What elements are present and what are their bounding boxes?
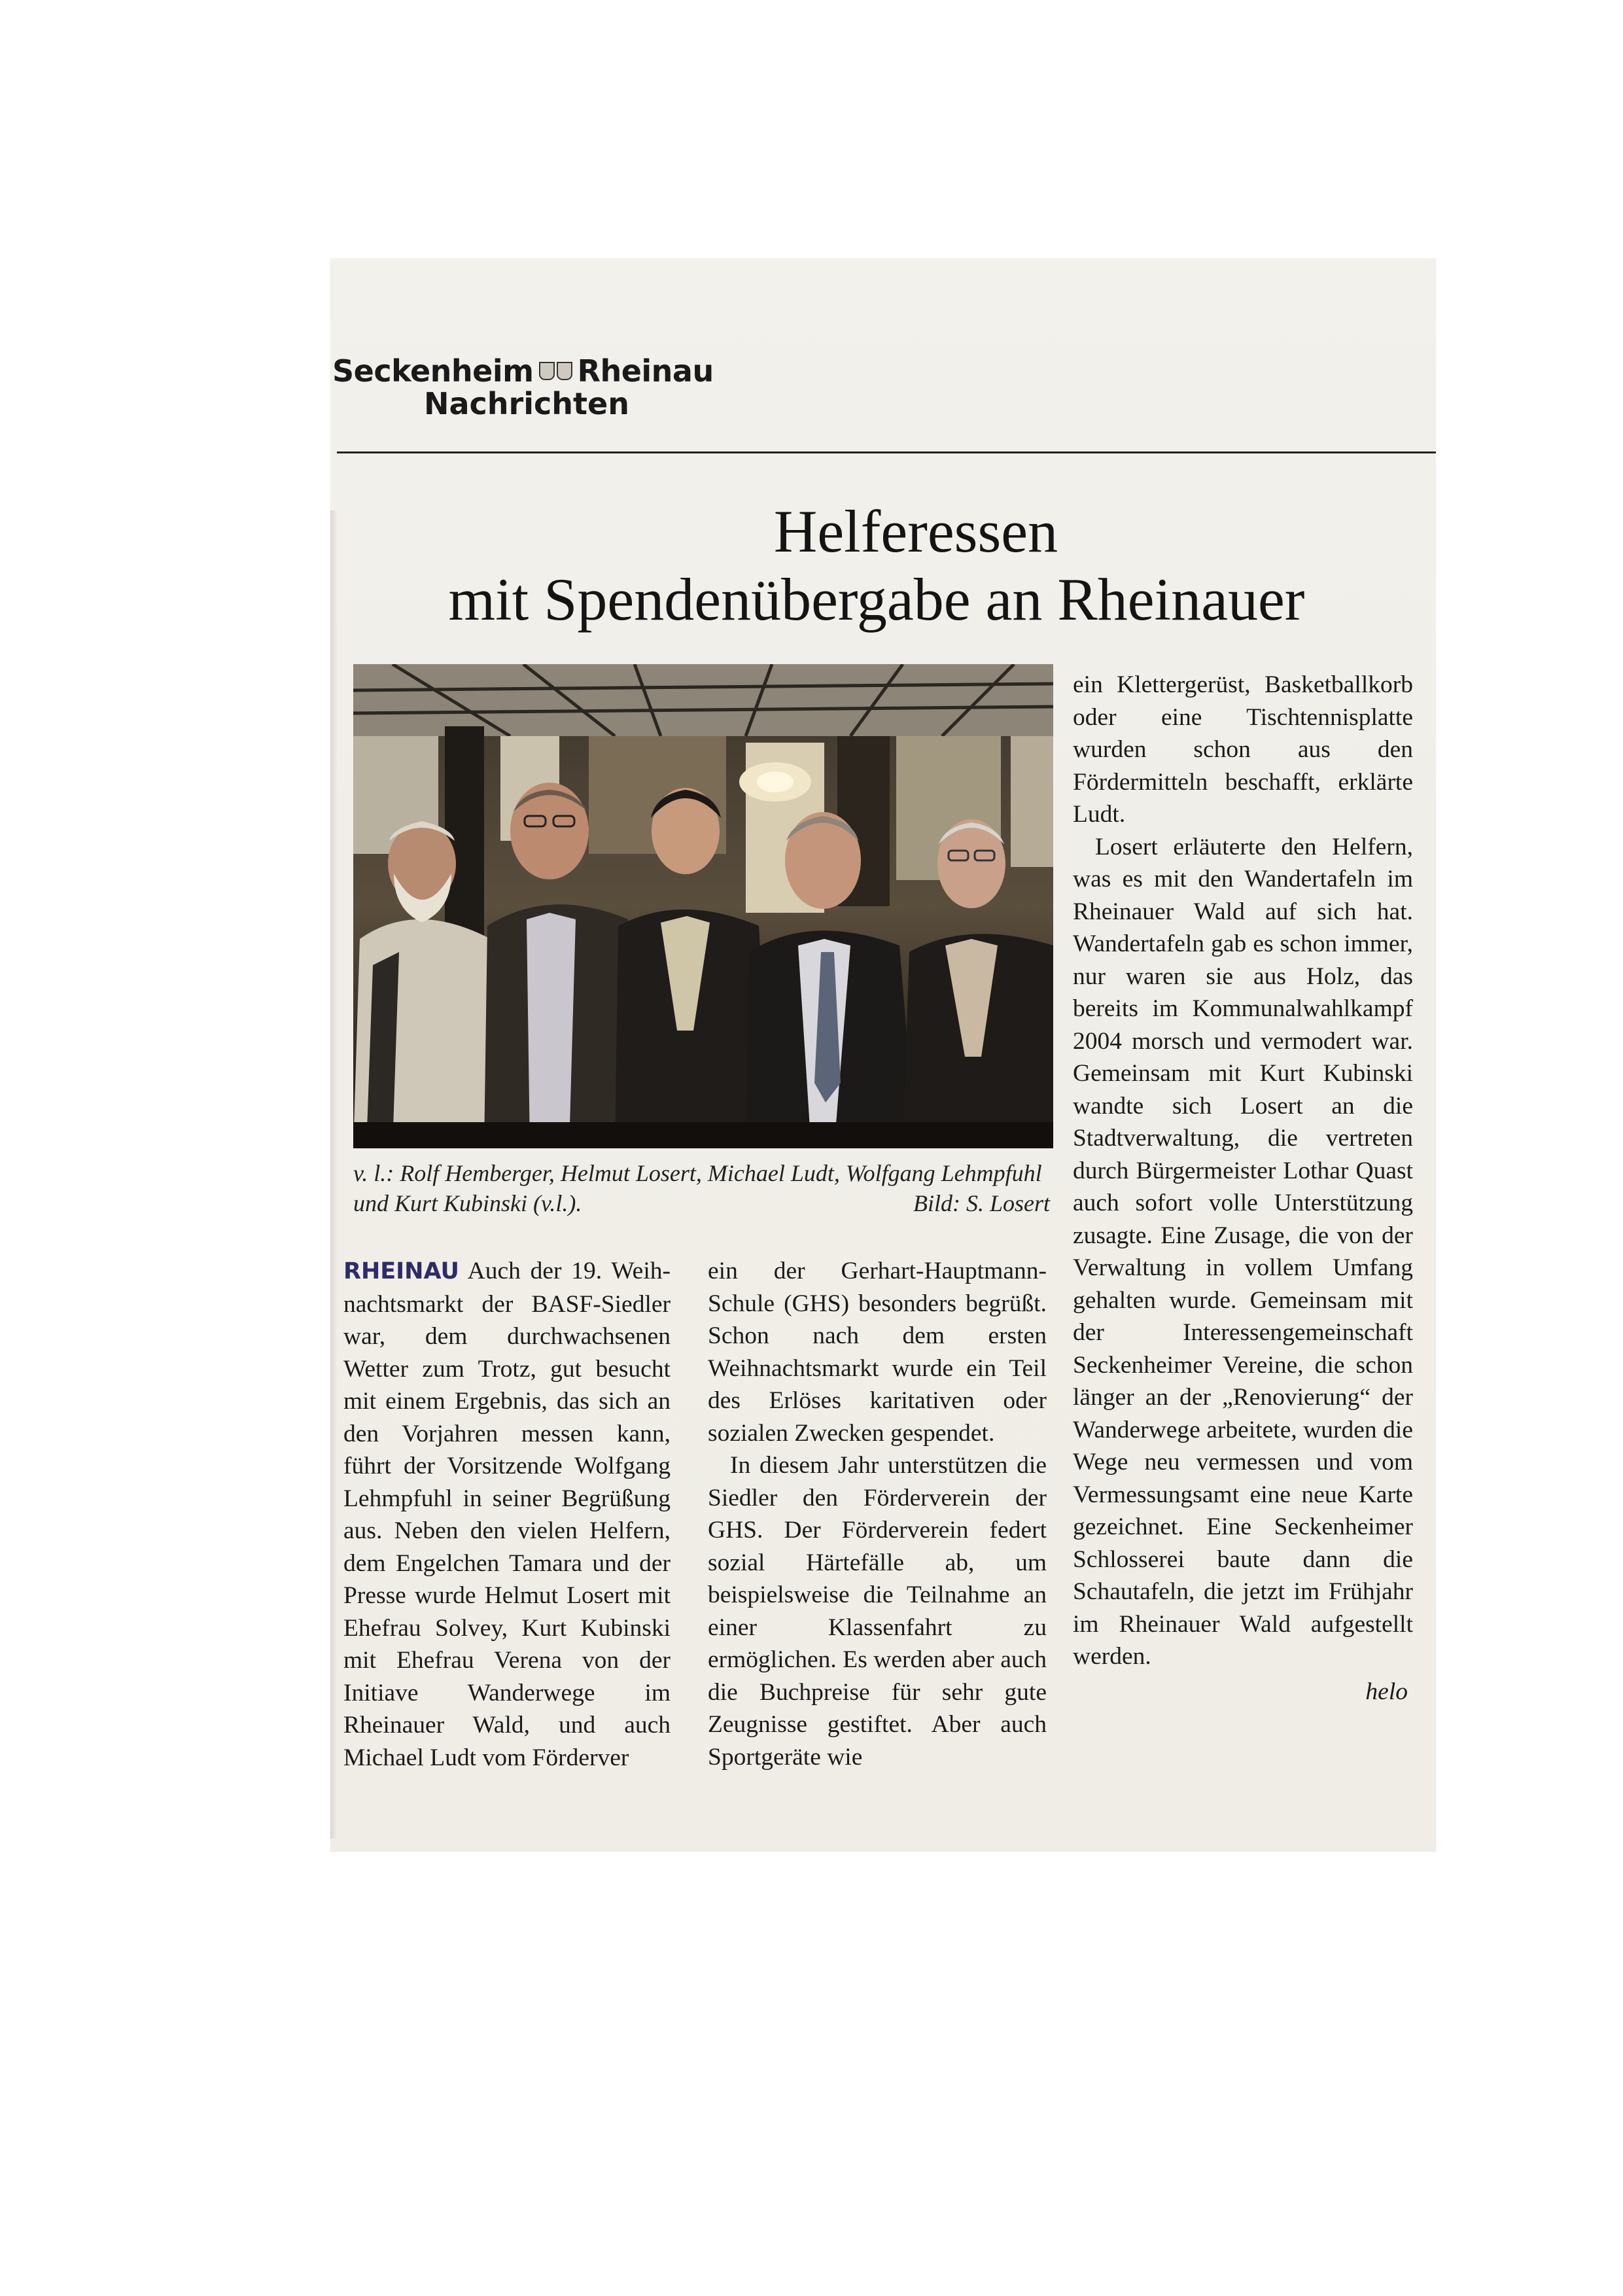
masthead-rule: [337, 451, 1436, 453]
author-signature: helo: [1365, 1678, 1408, 1705]
clipping-edge-shadow: [330, 510, 337, 1839]
headline-line-1: Helferessen: [773, 498, 1058, 565]
masthead-line-1: [332, 353, 790, 389]
masthead-rheinau: Rheinau: [577, 353, 714, 389]
caption-names: v. l.: Rolf Hemberger, Helmut Losert, Michael Ludt, Wolfgang Lehmpfuhl und Kurt Kubinski (v.l.).: [353, 1160, 1042, 1216]
column-3-paragraph-2: Losert erläuterte den Helfern, was es mit den Wandertafeln im Rheinauer Wald auf sich hat. Wandertafeln gab es schon immer, nur waren sie aus Holz, das bereits im Kommunalwahlkampf 2004 morsch und vermodert war. Gemeinsam mit Kurt Kubinski wandte sich Losert an die Stadtverwaltung, die vertreten durch Bürgermeister Lothar Quast auch sofort volle Unterstützung zusagte. Eine Zusage, die von der Verwaltung in vollem Umfang gehalten wurde. Gemeinsam mit der Interessengemeinschaft Seckenheimer Vereine, die schon länger an der „Renovierung“ der Wanderwege arbeitete, wurden die Wege neu vermessen und vom Vermessungsamt eine neue Karte gezeichnet. Eine Seckenheimer Schlosserei baute dann die Schautafeln, die jetzt im Frühjahr im Rheinauer Wald aufgestellt werden.: [1073, 833, 1413, 1670]
masthead-nachrichten: Nachrichten: [424, 386, 629, 421]
headline-line-2: mit Spendenübergabe an Rheinauer: [448, 566, 1305, 633]
group-photo-image: [353, 664, 1053, 1148]
column-3-paragraph-1: ein Klettergerüst, Basketballkorb oder eine Tischtennisplatte wurden schon aus den Fördermitteln beschafft, erklärte Ludt.: [1073, 671, 1413, 828]
headline: [366, 497, 1387, 633]
photo-caption: [353, 1158, 1056, 1218]
article-column-1: [343, 1255, 671, 1774]
column-2-paragraph-1: ein der Gerhart-Hauptmann-Schule (GHS) besonders begrüßt. Schon nach dem ersten Weihnachtsmarkt wurde ein Teil des Erlöses karitativen oder sozialen Zwecken gespendet.: [708, 1258, 1047, 1447]
coat-of-arms-icon: [539, 362, 572, 380]
column-2-paragraph-2: In diesem Jahr unterstützen die Siedler den Förderverein der GHS. Der Förderverein federt sozial Härtefälle ab, um beispielsweise die Teilnahme an einer Klassenfahrt zu ermöglichen. Es werden aber auch die Buchpreise für sehr gute Zeugnisse gestiftet. Aber auch Sportgeräte wie: [708, 1452, 1047, 1771]
column-1-text: Auch der 19. Weihnachtsmarkt der BASF-Siedler war, dem durchwachsenen Wetter zum Trotz, gut besucht mit einem Ergebnis, das sich an den Vorjahren messen kann, führt der Vorsitzende Wolfgang Lehmpfuhl in seiner Begrüßung aus. Neben den vielen Helfern, dem Engelchen Tamara und der Presse wurde Helmut Losert mit Ehefrau Solvey, Kurt Kubinski mit Ehefrau Verena von der Initiave Wanderwege im Rheinauer Wald, und auch Michael Ludt vom Förderver: [343, 1258, 671, 1771]
article-column-2: [708, 1255, 1047, 1773]
article-column-3: [1073, 669, 1413, 1708]
group-photo: [353, 664, 1053, 1148]
masthead: [332, 353, 790, 421]
masthead-seckenheim: Seckenheim: [332, 353, 534, 389]
photo-credit: Bild: S. Losert: [913, 1190, 1050, 1216]
dateline: RHEINAU: [343, 1258, 459, 1284]
